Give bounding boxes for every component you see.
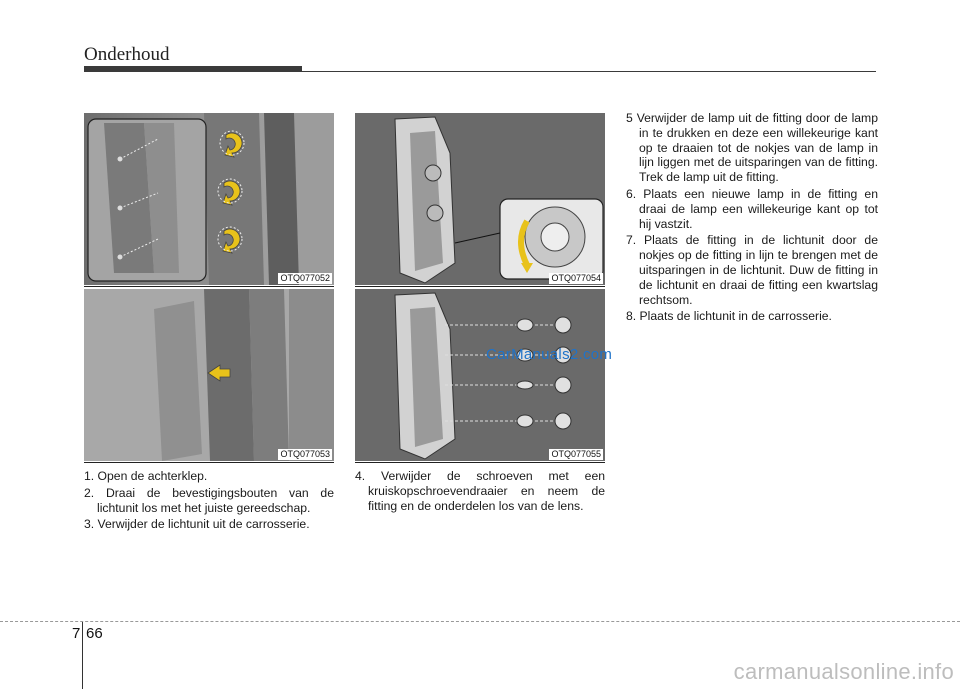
figure-code: OTQ077054 bbox=[551, 273, 601, 283]
figure-tailgate-bolts bbox=[84, 113, 334, 285]
figure-lamp-exploded bbox=[355, 289, 605, 461]
step-item: 2. Draai de bevestigingsbouten van de lichtunit los met het juiste gereedschap. bbox=[84, 485, 334, 515]
figure-lamp-socket bbox=[355, 113, 605, 285]
steps-list-column-3 bbox=[626, 111, 878, 326]
footer-divider bbox=[82, 622, 83, 689]
figure-lamp-removal bbox=[84, 289, 334, 461]
page-title: Onderhoud bbox=[84, 44, 170, 65]
figure-divider bbox=[84, 462, 334, 463]
page-number: 66 bbox=[86, 625, 103, 642]
overlay-watermark: CarManuals2.com bbox=[486, 346, 613, 363]
figure-code: OTQ077053 bbox=[280, 449, 330, 459]
step-item: 4. Verwijder de schroeven met een kruiskopschroevendraaier en neem de fitting en de onderdelen los van de lens. bbox=[355, 469, 605, 513]
figure-divider bbox=[355, 286, 605, 287]
chapter-number: 7 bbox=[72, 625, 81, 642]
step-item: 6. Plaats een nieuwe lamp in de fitting en draai de lamp een willekeurige kant op tot hij vastzit. bbox=[626, 186, 878, 231]
step-item: 5 Verwijder de lamp uit de fitting door de lamp in te drukken en deze een willekeurige kant op te draaien tot de nokjes van de lamp in lijn liggen met de uitsparingen van de fitting. Trek de lamp uit de fitting. bbox=[626, 111, 878, 185]
step-item: 3. Verwijder de lichtunit uit de carrosserie. bbox=[84, 517, 310, 532]
footer-watermark: carmanualsonline.info bbox=[733, 659, 954, 684]
figure-divider bbox=[355, 462, 605, 463]
step-item: 1. Open de achterklep. bbox=[84, 469, 208, 483]
figure-code: OTQ077052 bbox=[280, 273, 330, 283]
steps-list-column-2 bbox=[355, 469, 605, 515]
step-item: 7. Plaats de fitting in de lichtunit door de nokjes op de fitting in lijn te brengen met de uitsparingen in de lichtunit. Duw de fitting in de lichtunit en draai de fitting een kwartslag rechtsom. bbox=[626, 233, 878, 307]
figure-divider bbox=[84, 286, 334, 287]
footer-rule bbox=[0, 621, 960, 622]
steps-list-column-1 bbox=[84, 469, 334, 534]
header-rule bbox=[84, 71, 876, 72]
step-item: 8. Plaats de lichtunit in de carrosserie. bbox=[626, 309, 832, 324]
figure-code: OTQ077055 bbox=[551, 449, 601, 459]
